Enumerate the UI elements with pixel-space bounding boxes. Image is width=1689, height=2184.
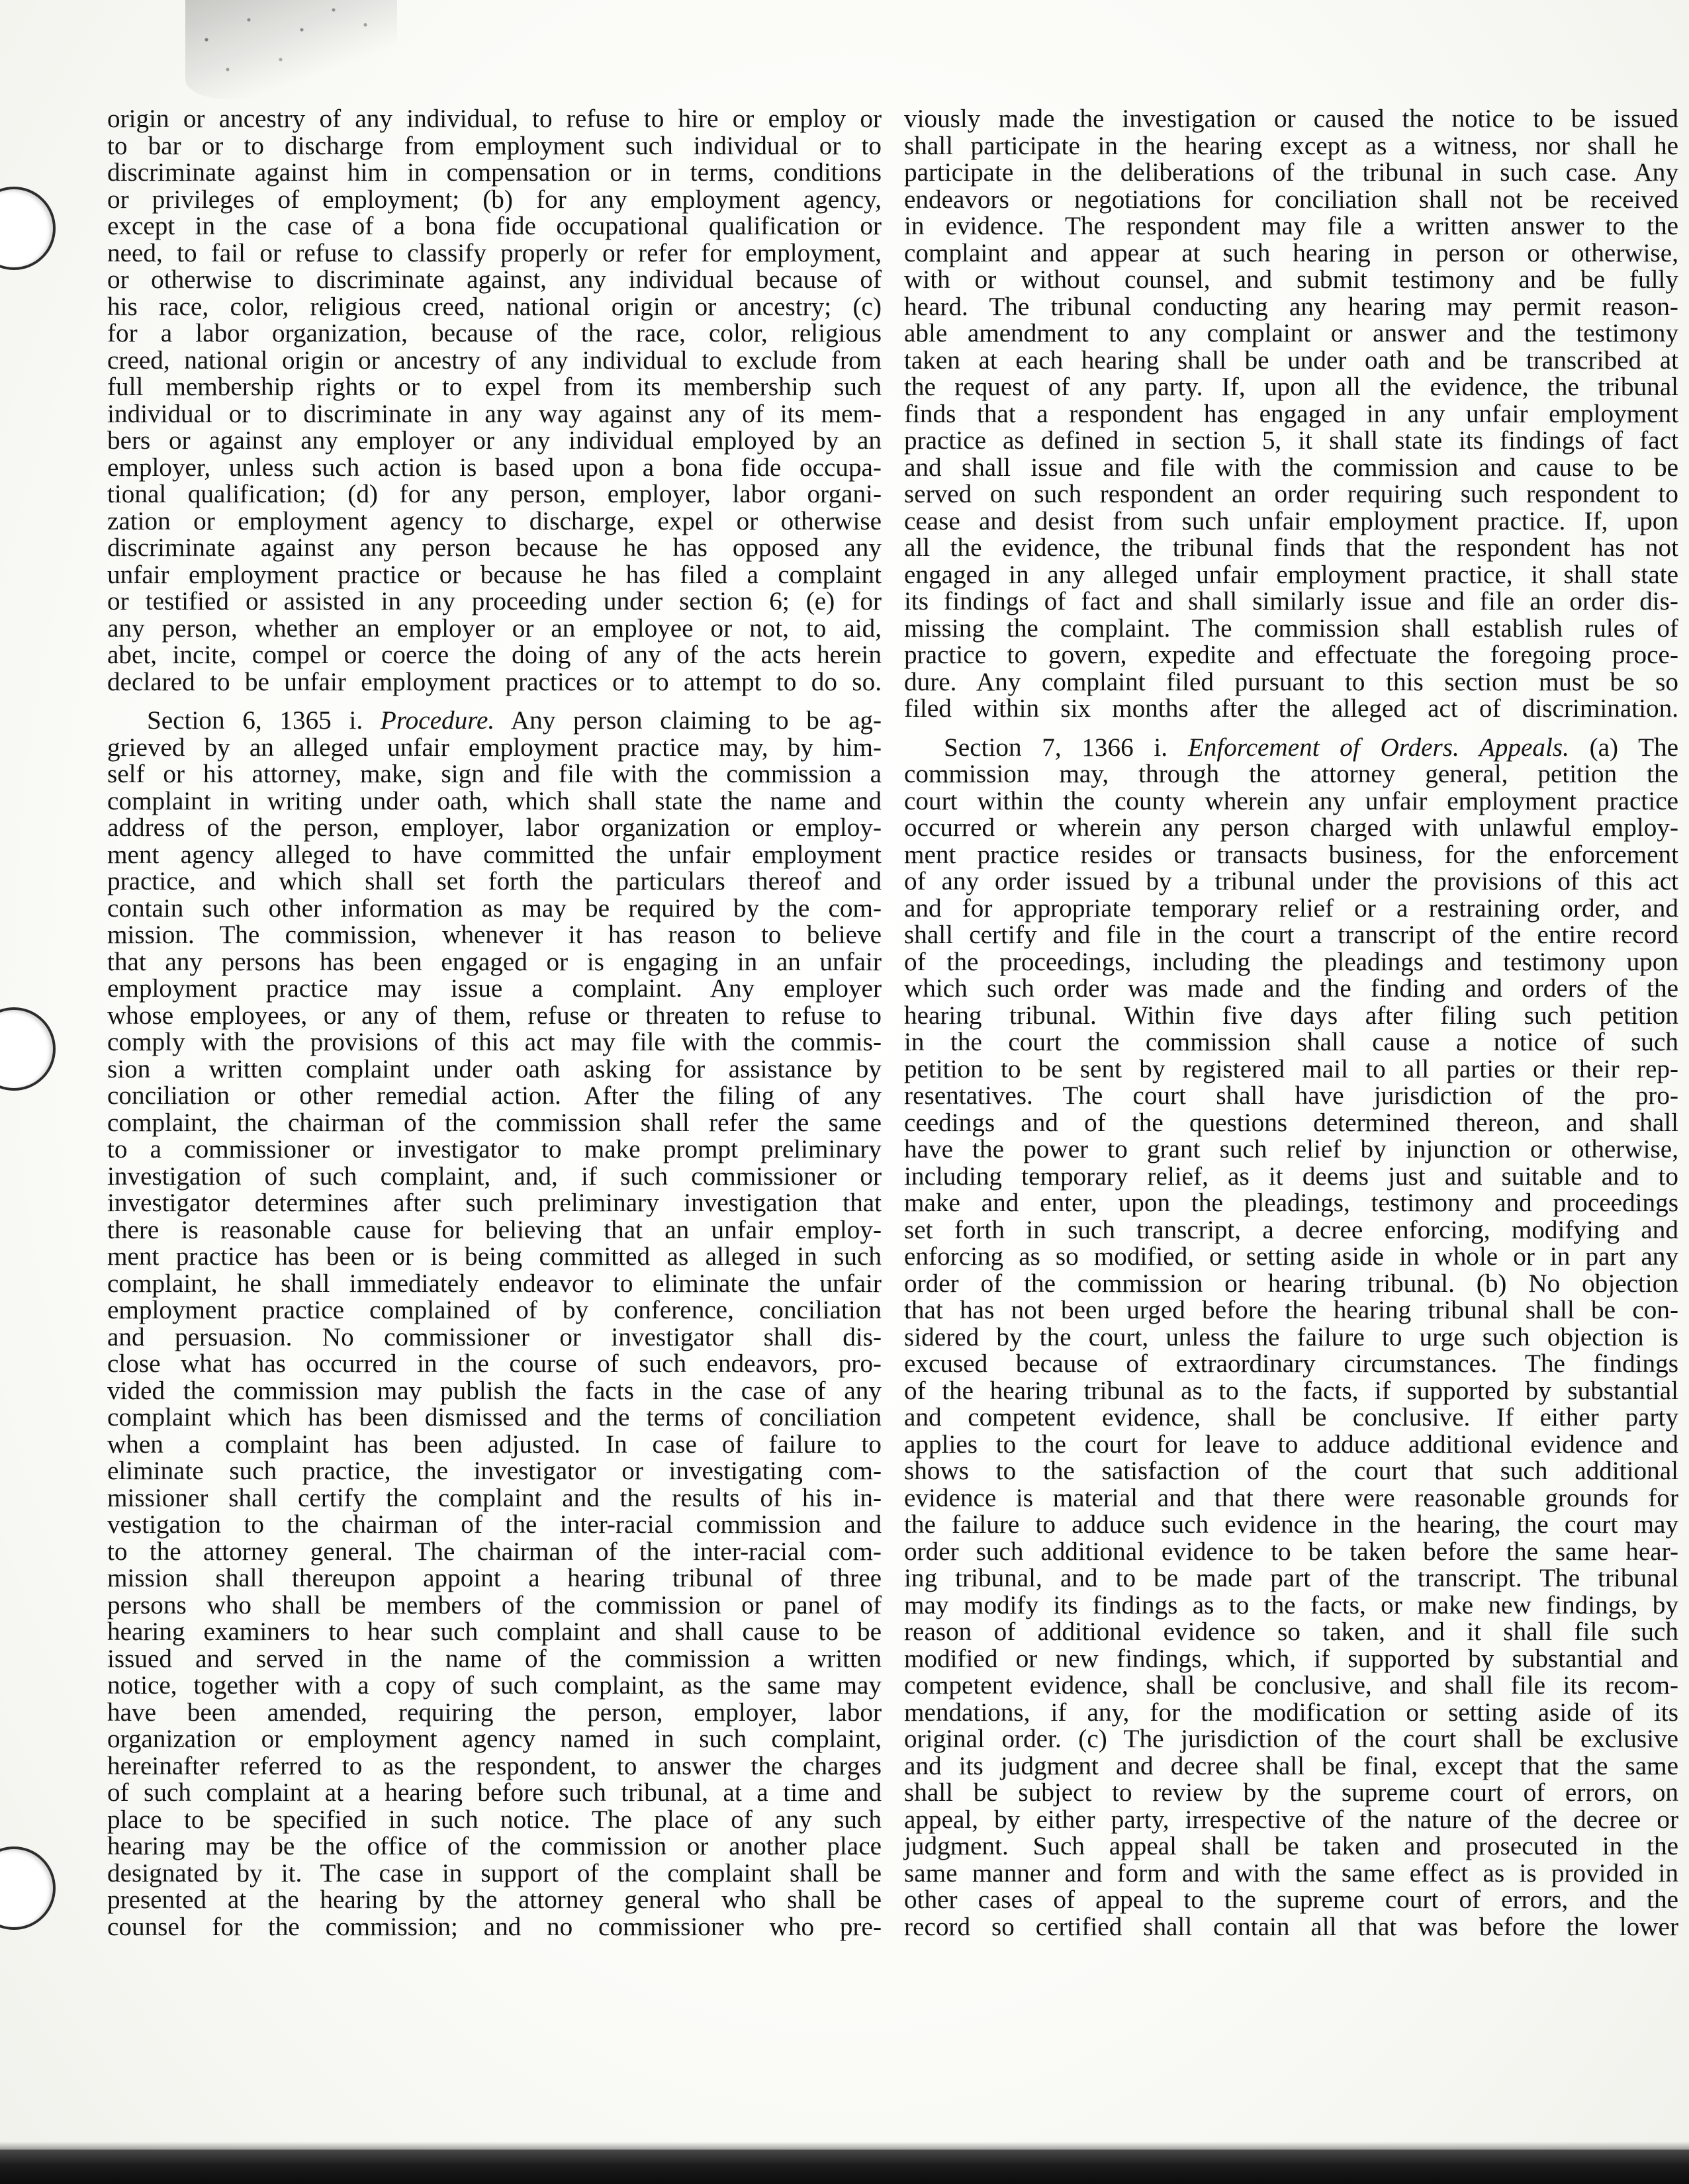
text-line: which such order was made and the finding and orders of the — [904, 974, 1678, 1003]
text-line: hearing tribunal. Within five days after filing such petition — [904, 1001, 1678, 1030]
text-line: eliminate such practice, the investigator or investigating com- — [107, 1457, 882, 1485]
text-line: of the proceedings, including the pleadings and testimony upon — [904, 947, 1678, 976]
text-line: his race, color, religious creed, national origin or ancestry; (c) — [107, 292, 882, 321]
text-line: filed within six months after the alleged act of discrimination. — [904, 694, 1678, 723]
text-line: place to be specified in such notice. The place of any such — [107, 1805, 882, 1834]
text-line: excused because of extraordinary circumstances. The findings — [904, 1349, 1678, 1378]
text-line: counsel for the commission; and no commissioner who pre- — [107, 1912, 882, 1941]
text-line: complaint, the chairman of the commission shall refer the same — [107, 1108, 882, 1137]
text-line: taken at each hearing shall be under oath and be transcribed at — [904, 345, 1678, 375]
text-line: need, to fail or refuse to classify properly or refer for employment, — [107, 238, 882, 267]
text-line: court within the county wherein any unfair employment practice — [904, 786, 1678, 815]
text-line: record so certified shall contain all that was before the lower — [904, 1912, 1678, 1941]
text-line: hearing may be the office of the commission or another place — [107, 1832, 882, 1860]
text-line: contain such other information as may be required by the com- — [107, 893, 882, 923]
text-line: the request of any party. If, upon all the evidence, the tribunal — [904, 373, 1678, 401]
text-line: missing the complaint. The commission shall establish rules of — [904, 614, 1678, 643]
text-line: missioner shall certify the complaint and the results of his in- — [107, 1483, 882, 1512]
text-line: shows to the satisfaction of the court that such additional — [904, 1457, 1678, 1485]
text-line: order such additional evidence to be taken before the same hear- — [904, 1537, 1678, 1566]
text-line: unfair employment practice or because he has filed a complaint — [107, 560, 882, 589]
punch-hole-top — [0, 187, 56, 270]
text-line: occurred or wherein any person charged with unlawful employ- — [904, 813, 1678, 842]
text-line: to the attorney general. The chairman of the inter-racial com- — [107, 1537, 882, 1566]
text-line: in evidence. The respondent may file a written answer to the — [904, 212, 1678, 240]
text-line: engaged in any alleged unfair employment practice, it shall state — [904, 560, 1678, 589]
text-line: sidered by the court, unless the failure to urge such objection is — [904, 1322, 1678, 1351]
text-line: competent evidence, shall be conclusive, and shall file its recom- — [904, 1671, 1678, 1700]
text-line: ment practice resides or transacts business, for the enforcement — [904, 840, 1678, 869]
text-line: hereinafter referred to as the respondent, to answer the charges — [107, 1751, 882, 1780]
punch-hole-bottom — [0, 1846, 56, 1930]
text-line: enforcing as so modified, or setting aside in whole or in part any — [904, 1242, 1678, 1271]
scan-shadow-edge — [0, 2142, 1689, 2150]
text-line: heard. The tribunal conducting any hearing may permit reason- — [904, 292, 1678, 321]
section-number: Section 7, 1366 i. — [944, 733, 1168, 762]
text-line: practice as defined in section 5, it shall state its findings of fact — [904, 426, 1678, 455]
text-line: whose employees, or any of them, refuse or threaten to refuse to — [107, 1001, 882, 1030]
text-line: modified or new findings, which, if supported by substantial and — [904, 1644, 1678, 1673]
text-line: judgment. Such appeal shall be taken and prosecuted in the — [904, 1832, 1678, 1860]
text-line: complaint, he shall immediately endeavor to eliminate the unfair — [107, 1269, 882, 1298]
text-line: hearing examiners to hear such complaint and shall cause to be — [107, 1617, 882, 1646]
text-line: for a labor organization, because of the race, color, religious — [107, 319, 882, 347]
text-line: same manner and form and with the same effect as is provided in — [904, 1858, 1678, 1888]
text-line: presented at the hearing by the attorney general who shall be — [107, 1886, 882, 1914]
text-line: abet, incite, compel or coerce the doing of any of the acts herein — [107, 641, 882, 669]
text-line: close what has occurred in the course of such endeavors, pro- — [107, 1349, 882, 1378]
text-line: all the evidence, the tribunal finds that the respondent has not — [904, 533, 1678, 562]
text-line: and for appropriate temporary relief or a restraining order, and — [904, 893, 1678, 923]
text-line: including temporary relief, as it deems just and suitable and to — [904, 1161, 1678, 1191]
text-line: vestigation to the chairman of the inter-racial commission and — [107, 1510, 882, 1539]
left-text-column — [107, 106, 882, 1940]
text-line: any person, whether an employer or an employee or not, to aid, — [107, 614, 882, 643]
text-line: original order. (c) The jurisdiction of the court shall be exclusive — [904, 1725, 1678, 1753]
section-6-procedure — [107, 707, 882, 1940]
section-heading-line — [107, 707, 882, 735]
text-line: have been amended, requiring the person, employer, labor — [107, 1698, 882, 1727]
text-fragment: Any person claiming to be ag- — [510, 706, 882, 735]
text-line: participate in the deliberations of the tribunal in such case. Any — [904, 158, 1678, 187]
text-line: persons who shall be members of the commission or panel of — [107, 1590, 882, 1619]
text-line: bers or against any employer or any individual employed by an — [107, 426, 882, 455]
text-line: petition to be sent by registered mail to all parties or their rep- — [904, 1054, 1678, 1083]
text-line: shall participate in the hearing except as a witness, nor shall he — [904, 131, 1678, 160]
text-line: to a commissioner or investigator to make prompt preliminary — [107, 1135, 882, 1163]
text-line: resentatives. The court shall have jurisdiction of the pro- — [904, 1081, 1678, 1110]
text-line: mendations, if any, for the modification or setting aside of its — [904, 1698, 1678, 1727]
text-line: with or without counsel, and submit testimony and be fully — [904, 265, 1678, 294]
text-line: and shall issue and file with the commission and cause to be — [904, 453, 1678, 482]
text-line: there is reasonable cause for believing that an unfair employ- — [107, 1215, 882, 1244]
text-line: in the court the commission shall cause a notice of such — [904, 1028, 1678, 1056]
text-line: designated by it. The case in support of the complaint shall be — [107, 1858, 882, 1888]
text-line: discriminate against any person because he has opposed any — [107, 533, 882, 562]
text-line: discriminate against him in compensation or in terms, conditions — [107, 158, 882, 187]
text-line: that any persons has been engaged or is engaging in an unfair — [107, 947, 882, 976]
text-line: and persuasion. No commissioner or investigator shall dis- — [107, 1322, 882, 1351]
text-line: and its judgment and decree shall be final, except that the same — [904, 1751, 1678, 1780]
text-line: sion a written complaint under oath asking for assistance by — [107, 1054, 882, 1083]
text-line: declared to be unfair employment practices or to attempt to do so. — [107, 667, 882, 696]
text-line: commission may, through the attorney general, petition the — [904, 760, 1678, 788]
text-line: ment agency alleged to have committed the unfair employment — [107, 840, 882, 869]
text-line: may modify its findings as to the facts, or make new findings, by — [904, 1590, 1678, 1619]
text-line: and competent evidence, shall be conclusive. If either party — [904, 1403, 1678, 1432]
right-text-column — [904, 106, 1678, 1940]
text-line: when a complaint has been adjusted. In case of failure to — [107, 1430, 882, 1459]
text-line: ment practice has been or is being committed as alleged in such — [107, 1242, 882, 1271]
text-line: mission shall thereupon appoint a hearing tribunal of three — [107, 1564, 882, 1592]
text-line: complaint and appear at such hearing in person or otherwise, — [904, 238, 1678, 267]
text-line: served on such respondent an order requiring such respondent to — [904, 480, 1678, 508]
text-line: cease and desist from such unfair employment practice. If, upon — [904, 506, 1678, 535]
section-7-enforcement — [904, 735, 1678, 1941]
section-heading-line — [904, 735, 1678, 762]
text-line: make and enter, upon the pleadings, testimony and proceedings — [904, 1189, 1678, 1217]
text-line: able amendment to any complaint or answer and the testimony — [904, 319, 1678, 347]
text-line: employer, unless such action is based upon a bona fide occupa- — [107, 453, 882, 482]
text-line: full membership rights or to expel from its membership such — [107, 373, 882, 401]
text-line: investigator determines after such preliminary investigation that — [107, 1189, 882, 1217]
scan-speckle-decoration — [185, 0, 397, 99]
text-line: complaint in writing under oath, which shall state the name and — [107, 786, 882, 815]
text-line: mission. The commission, whenever it has reason to believe — [107, 921, 882, 949]
text-line: evidence is material and that there were reasonable grounds for — [904, 1483, 1678, 1512]
text-line: dure. Any complaint filed pursuant to this section must be so — [904, 667, 1678, 696]
text-line: that has not been urged before the hearing tribunal shall be con- — [904, 1296, 1678, 1324]
text-line: comply with the provisions of this act may file with the commis- — [107, 1028, 882, 1056]
text-line: employment practice may issue a complaint. Any employer — [107, 974, 882, 1003]
text-line: practice, and which shall set forth the particulars thereof and — [107, 867, 882, 895]
text-line: except in the case of a bona fide occupational qualification or — [107, 212, 882, 240]
text-line: employment practice complained of by conference, conciliation — [107, 1296, 882, 1324]
section-title: Enforcement of Orders. Appeals. — [1187, 733, 1569, 762]
text-line: address of the person, employer, labor organization or employ- — [107, 813, 882, 842]
scanner-bottom-band — [0, 2150, 1689, 2184]
text-line: of any order issued by a tribunal under the provisions of this act — [904, 867, 1678, 895]
text-line: origin or ancestry of any individual, to refuse to hire or employ or — [107, 105, 882, 133]
text-line: individual or to discriminate in any way against any of its mem- — [107, 399, 882, 428]
section-title: Procedure. — [380, 706, 495, 735]
text-line: to bar or to discharge from employment such individual or to — [107, 131, 882, 160]
left-paragraph-continuation — [107, 106, 882, 696]
punch-hole-middle — [0, 1007, 56, 1091]
right-paragraph-continuation — [904, 106, 1678, 723]
text-line: other cases of appeal to the supreme court of errors, and the — [904, 1886, 1678, 1914]
text-line: its findings of fact and shall similarly issue and file an order dis- — [904, 587, 1678, 615]
text-line: practice to govern, expedite and effectuate the foregoing proce- — [904, 641, 1678, 669]
text-line: ceedings and of the questions determined thereon, and shall — [904, 1108, 1678, 1137]
text-line: vided the commission may publish the facts in the case of any — [107, 1376, 882, 1405]
text-line: self or his attorney, make, sign and file with the commission a — [107, 760, 882, 788]
text-line: issued and served in the name of the commission a written — [107, 1644, 882, 1673]
text-line: or otherwise to discriminate against, any individual because of — [107, 265, 882, 294]
text-line: investigation of such complaint, and, if such commissioner or — [107, 1161, 882, 1191]
text-line: of such complaint at a hearing before such tribunal, at a time and — [107, 1778, 882, 1807]
text-line: notice, together with a copy of such complaint, as the same may — [107, 1671, 882, 1700]
text-line: conciliation or other remedial action. After the filing of any — [107, 1081, 882, 1110]
text-line: or testified or assisted in any proceeding under section 6; (e) for — [107, 587, 882, 615]
text-line: ing tribunal, and to be made part of the transcript. The tribunal — [904, 1564, 1678, 1592]
text-line: organization or employment agency named in such complaint, — [107, 1725, 882, 1753]
text-line: tional qualification; (d) for any person, employer, labor organi- — [107, 480, 882, 508]
text-line: zation or employment agency to discharge, expel or otherwise — [107, 506, 882, 535]
text-line: set forth in such transcript, a decree enforcing, modifying and — [904, 1215, 1678, 1244]
text-line: applies to the court for leave to adduce additional evidence and — [904, 1430, 1678, 1459]
text-line: creed, national origin or ancestry of any individual to exclude from — [107, 345, 882, 375]
section-number: Section 6, 1365 i. — [147, 706, 363, 735]
text-line: shall certify and file in the court a transcript of the entire record — [904, 921, 1678, 949]
text-line: order of the commission or hearing tribunal. (b) No objection — [904, 1269, 1678, 1298]
text-line: have the power to grant such relief by injunction or otherwise, — [904, 1135, 1678, 1163]
text-line: reason of additional evidence so taken, and it shall file such — [904, 1617, 1678, 1646]
text-line: complaint which has been dismissed and the terms of conciliation — [107, 1403, 882, 1432]
text-line: grieved by an alleged unfair employment practice may, by him- — [107, 733, 882, 762]
text-line: or privileges of employment; (b) for any employment agency, — [107, 185, 882, 214]
text-line: appeal, by either party, irrespective of the nature of the decree or — [904, 1805, 1678, 1834]
text-fragment: (a) The — [1589, 733, 1679, 762]
text-line: shall be subject to review by the supreme court of errors, on — [904, 1778, 1678, 1807]
text-line: finds that a respondent has engaged in any unfair employment — [904, 399, 1678, 428]
text-line: of the hearing tribunal as to the facts, if supported by substantial — [904, 1376, 1678, 1405]
text-line: endeavors or negotiations for conciliation shall not be received — [904, 185, 1678, 214]
text-line: the failure to adduce such evidence in the hearing, the court may — [904, 1510, 1678, 1539]
text-line: viously made the investigation or caused the notice to be issued — [904, 105, 1678, 133]
